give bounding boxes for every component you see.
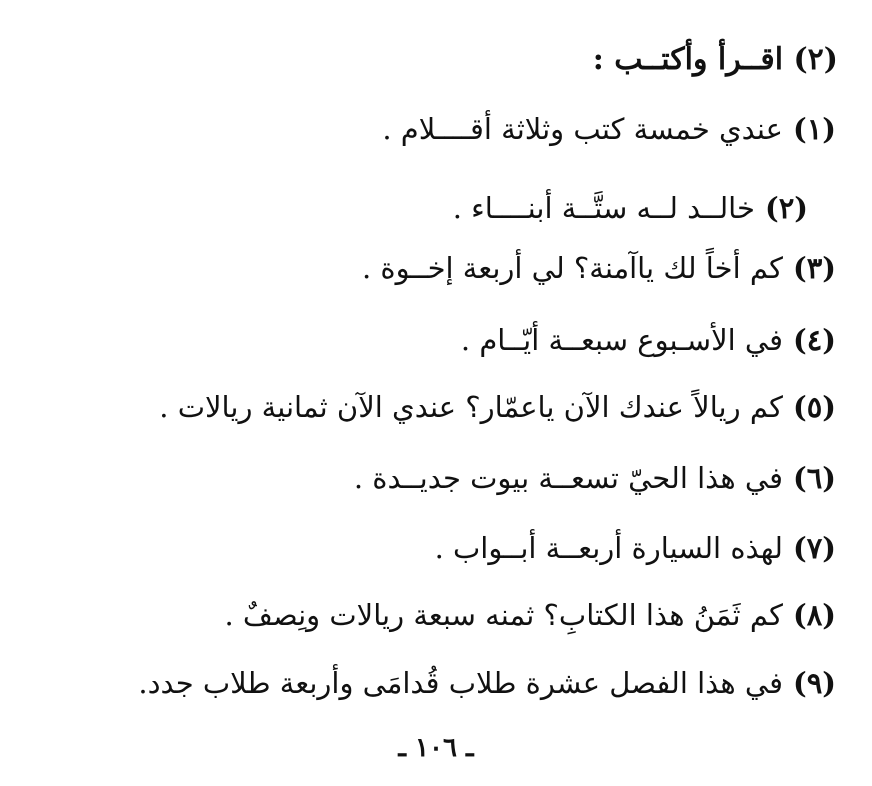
page-number: ـ ١٠٦ ـ xyxy=(398,733,474,763)
exercise-item-9 xyxy=(138,663,836,703)
item-number: (٢) xyxy=(764,191,808,225)
item-number: (١) xyxy=(792,112,836,146)
exercise-item-8 xyxy=(224,595,836,635)
item-text: خالــد لــه ستَّــة أبنــــاء . xyxy=(452,191,755,225)
item-text: عندي خمسة كتب وثلاثة أقــــلام . xyxy=(382,112,783,146)
exercise-heading: (٢) اقــرأ وأكتــب : xyxy=(592,42,838,77)
item-text: في هذا الفصل عشرة طلاب قُدامَى وأربعة طلاب جدد. xyxy=(138,666,783,700)
exercise-item-3 xyxy=(362,248,836,288)
item-number: (٣) xyxy=(792,251,836,285)
exercise-item-6 xyxy=(354,458,836,498)
item-number: (٩) xyxy=(792,666,836,700)
item-text: في هذا الحيّ تسعــة بيوت جديــدة . xyxy=(353,461,783,495)
item-number: (٨) xyxy=(792,598,836,632)
item-number: (٦) xyxy=(792,461,836,495)
item-text: كم أخاً لك ياآمنة؟ لي أربعة إخــوة . xyxy=(361,251,783,285)
item-number: (٤) xyxy=(792,323,836,357)
item-number: (٥) xyxy=(792,390,836,424)
item-number: (٧) xyxy=(792,531,836,565)
item-text: في الأسـبوع سبعــة أيّــام . xyxy=(460,323,783,357)
exercise-item-5 xyxy=(159,387,836,427)
item-text: كم ريالاً عندك الآن ياعمّار؟ عندي الآن ثمانية ريالات . xyxy=(159,390,783,424)
item-text: كم ثَمَنُ هذا الكتابِ؟ ثمنه سبعة ريالات ونِصفٌ . xyxy=(224,598,783,632)
exercise-item-1 xyxy=(382,109,836,149)
item-text: لهذه السيارة أربعــة أبــواب . xyxy=(434,531,783,565)
exercise-item-7 xyxy=(435,528,836,568)
exercise-item-2 xyxy=(453,188,808,228)
exercise-item-4 xyxy=(461,320,836,360)
